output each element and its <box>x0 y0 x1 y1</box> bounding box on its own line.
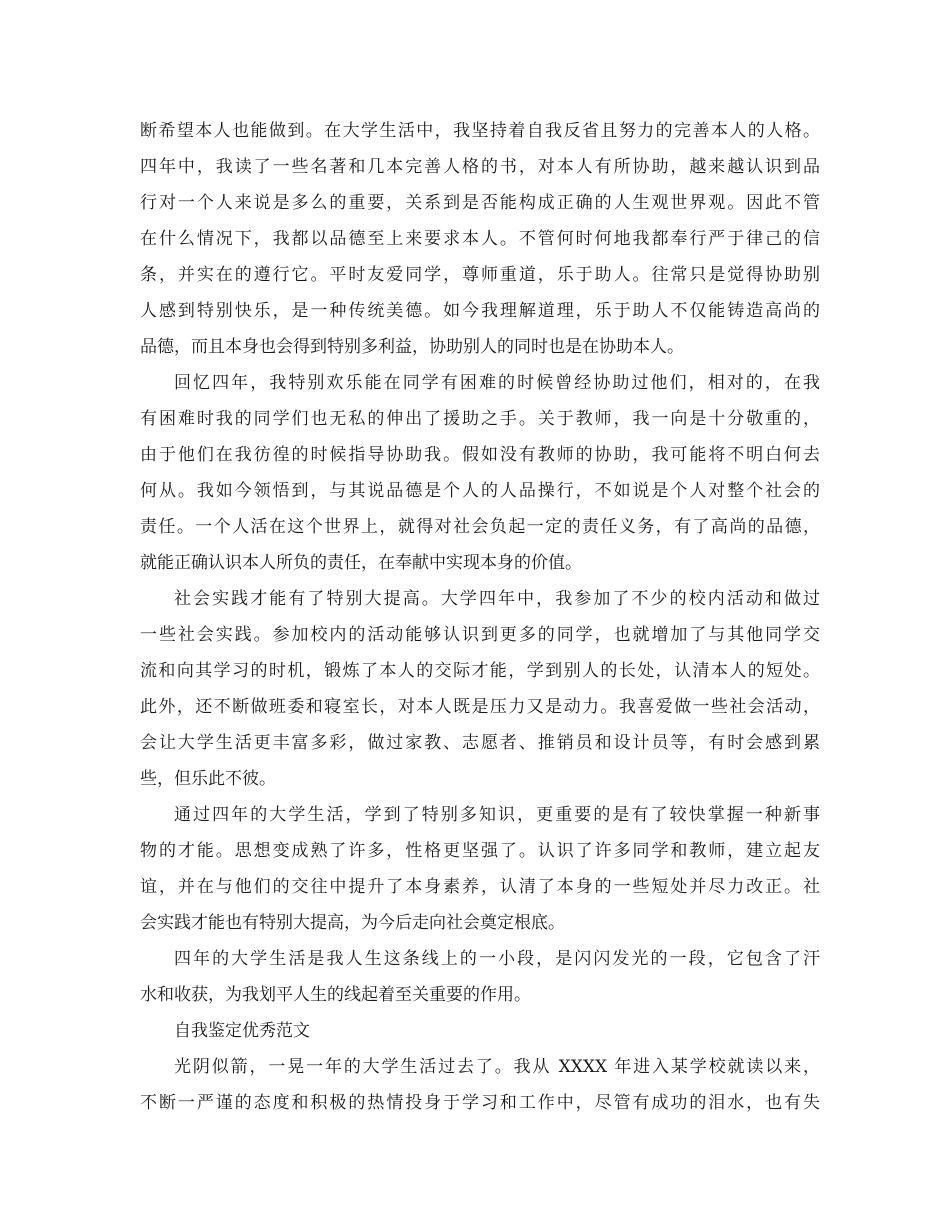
text-line: 品德，而且本身也会得到特别多利益，协助别人的同时也是在协助本人。 <box>140 337 684 357</box>
text-line: 光阴似箭，一晃一年的大学生活过去了。我从 XXXX 年进入某学校就读以来， <box>174 1057 820 1077</box>
text-line: 责任。一个人活在这个世界上，就得对社会负起一定的责任义务，有了高尚的品德， <box>140 517 820 537</box>
text-line: 流和向其学习的时机，锻炼了本人的交际才能，学到别人的长处，认清本人的短处。 <box>140 661 820 681</box>
text-line: 些，但乐此不彼。 <box>140 769 276 789</box>
text-line: 水和收获，为我划平人生的线起着至关重要的作用。 <box>140 985 531 1005</box>
text-line: 一些社会实践。参加校内的活动能够认识到更多的同学，也就增加了与其他同学交 <box>140 625 820 645</box>
text-line: 条，并实在的遵行它。平时友爱同学，尊师重道，乐于助人。往常只是觉得协助别 <box>140 265 820 285</box>
text-line: 有困难时我的同学们也无私的伸出了援助之手。关于教师，我一向是十分敬重的， <box>140 409 820 429</box>
section-heading: 自我鉴定优秀范文 <box>174 1021 310 1041</box>
text-line: 就能正确认识本人所负的责任，在奉献中实现本身的价值。 <box>140 553 582 573</box>
text-line: 由于他们在我彷徨的时候指导协助我。假如没有教师的协助，我可能将不明白何去 <box>140 445 820 465</box>
text-line: 物的才能。思想变成熟了许多，性格更坚强了。认识了许多同学和教师，建立起友 <box>140 841 820 861</box>
text-line: 何从。我如今领悟到，与其说品德是个人的人品操行，不如说是个人对整个社会的 <box>140 481 820 501</box>
text-line: 不断一严谨的态度和积极的热情投身于学习和工作中，尽管有成功的泪水，也有失 <box>140 1093 820 1113</box>
text-line: 断希望本人也能做到。在大学生活中，我坚持着自我反省且努力的完善本人的人格。 <box>140 121 820 141</box>
text-line: 通过四年的大学生活，学到了特别多知识，更重要的是有了较快掌握一种新事 <box>174 805 820 825</box>
text-line: 回忆四年，我特别欢乐能在同学有困难的时候曾经协助过他们，相对的，在我 <box>174 373 820 393</box>
text-line: 在什么情况下，我都以品德至上来要求本人。不管何时何地我都奉行严于律己的信 <box>140 229 820 249</box>
text-line: 会实践才能也有特别大提高，为今后走向社会奠定根底。 <box>140 913 565 933</box>
text-line: 此外，还不断做班委和寝室长，对本人既是压力又是动力。我喜爱做一些社会活动， <box>140 697 820 717</box>
text-line: 会让大学生活更丰富多彩，做过家教、志愿者、推销员和设计员等，有时会感到累 <box>140 733 820 753</box>
text-line: 社会实践才能有了特别大提高。大学四年中，我参加了不少的校内活动和做过 <box>174 589 820 609</box>
document-page <box>140 113 820 1121</box>
text-line: 四年的大学生活是我人生这条线上的一小段，是闪闪发光的一段，它包含了汗 <box>174 949 820 969</box>
text-line: 人感到特别快乐，是一种传统美德。如今我理解道理，乐于助人不仅能铸造高尚的 <box>140 301 820 321</box>
text-line: 行对一个人来说是多么的重要，关系到是否能构成正确的人生观世界观。因此不管 <box>140 193 820 213</box>
text-line: 四年中，我读了一些名著和几本完善人格的书，对本人有所协助，越来越认识到品 <box>140 157 820 177</box>
text-line: 谊，并在与他们的交往中提升了本身素养，认清了本身的一些短处并尽力改正。社 <box>140 877 820 897</box>
